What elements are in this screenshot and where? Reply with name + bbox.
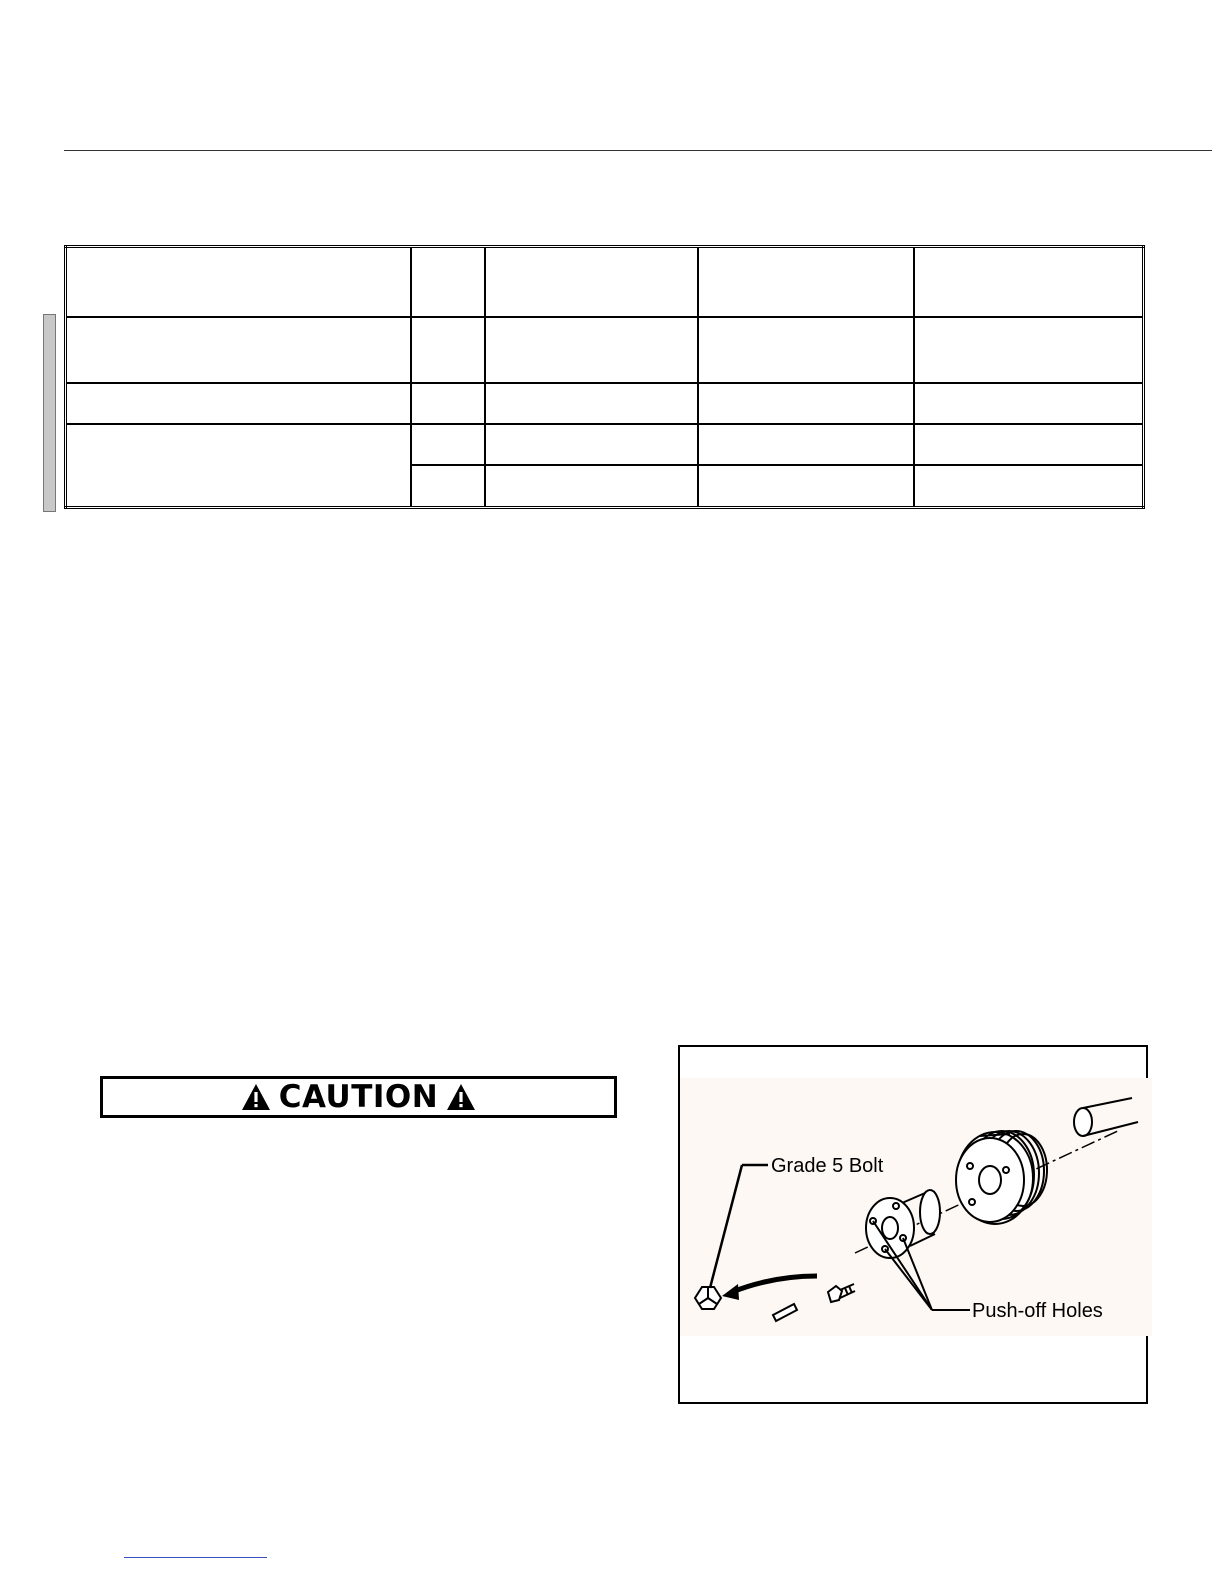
table-cell — [698, 383, 914, 424]
table-cell — [698, 317, 914, 383]
table-cell — [485, 383, 698, 424]
table-cell — [66, 424, 411, 508]
bushing-removal-diagram — [680, 1078, 1152, 1336]
warning-triangle-icon — [241, 1082, 271, 1112]
table-cell — [698, 247, 914, 317]
table-cell — [914, 424, 1144, 465]
table-cell — [411, 317, 485, 383]
table-cell — [914, 317, 1144, 383]
table-cell — [698, 465, 914, 508]
table-header-row — [66, 247, 1144, 317]
hex-head-icon — [695, 1287, 721, 1309]
section-side-tab — [43, 314, 56, 512]
table-cell — [411, 465, 485, 508]
table-cell — [485, 247, 698, 317]
push-off-holes-label: Push-off Holes — [972, 1300, 1103, 1322]
table-cell — [66, 317, 411, 383]
table-cell — [914, 465, 1144, 508]
table-cell — [914, 383, 1144, 424]
table-cell — [66, 383, 411, 424]
warning-triangle-icon — [446, 1082, 476, 1112]
table-cell — [698, 424, 914, 465]
caution-banner — [100, 1076, 617, 1118]
spec-table — [64, 245, 1145, 509]
table-cell — [411, 424, 485, 465]
table-cell — [485, 424, 698, 465]
footer-link-underline[interactable] — [124, 1557, 267, 1558]
table-cell — [485, 465, 698, 508]
grade-5-bolt-label: Grade 5 Bolt — [771, 1155, 884, 1177]
table-cell — [411, 383, 485, 424]
caution-label: CAUTION — [278, 1079, 439, 1115]
table-cell — [485, 317, 698, 383]
table-row — [66, 317, 1144, 383]
table-row — [66, 424, 1144, 465]
header-divider — [64, 150, 1212, 151]
table-row — [66, 383, 1144, 424]
table-cell — [66, 247, 411, 317]
table-cell — [914, 247, 1144, 317]
table-cell — [411, 247, 485, 317]
